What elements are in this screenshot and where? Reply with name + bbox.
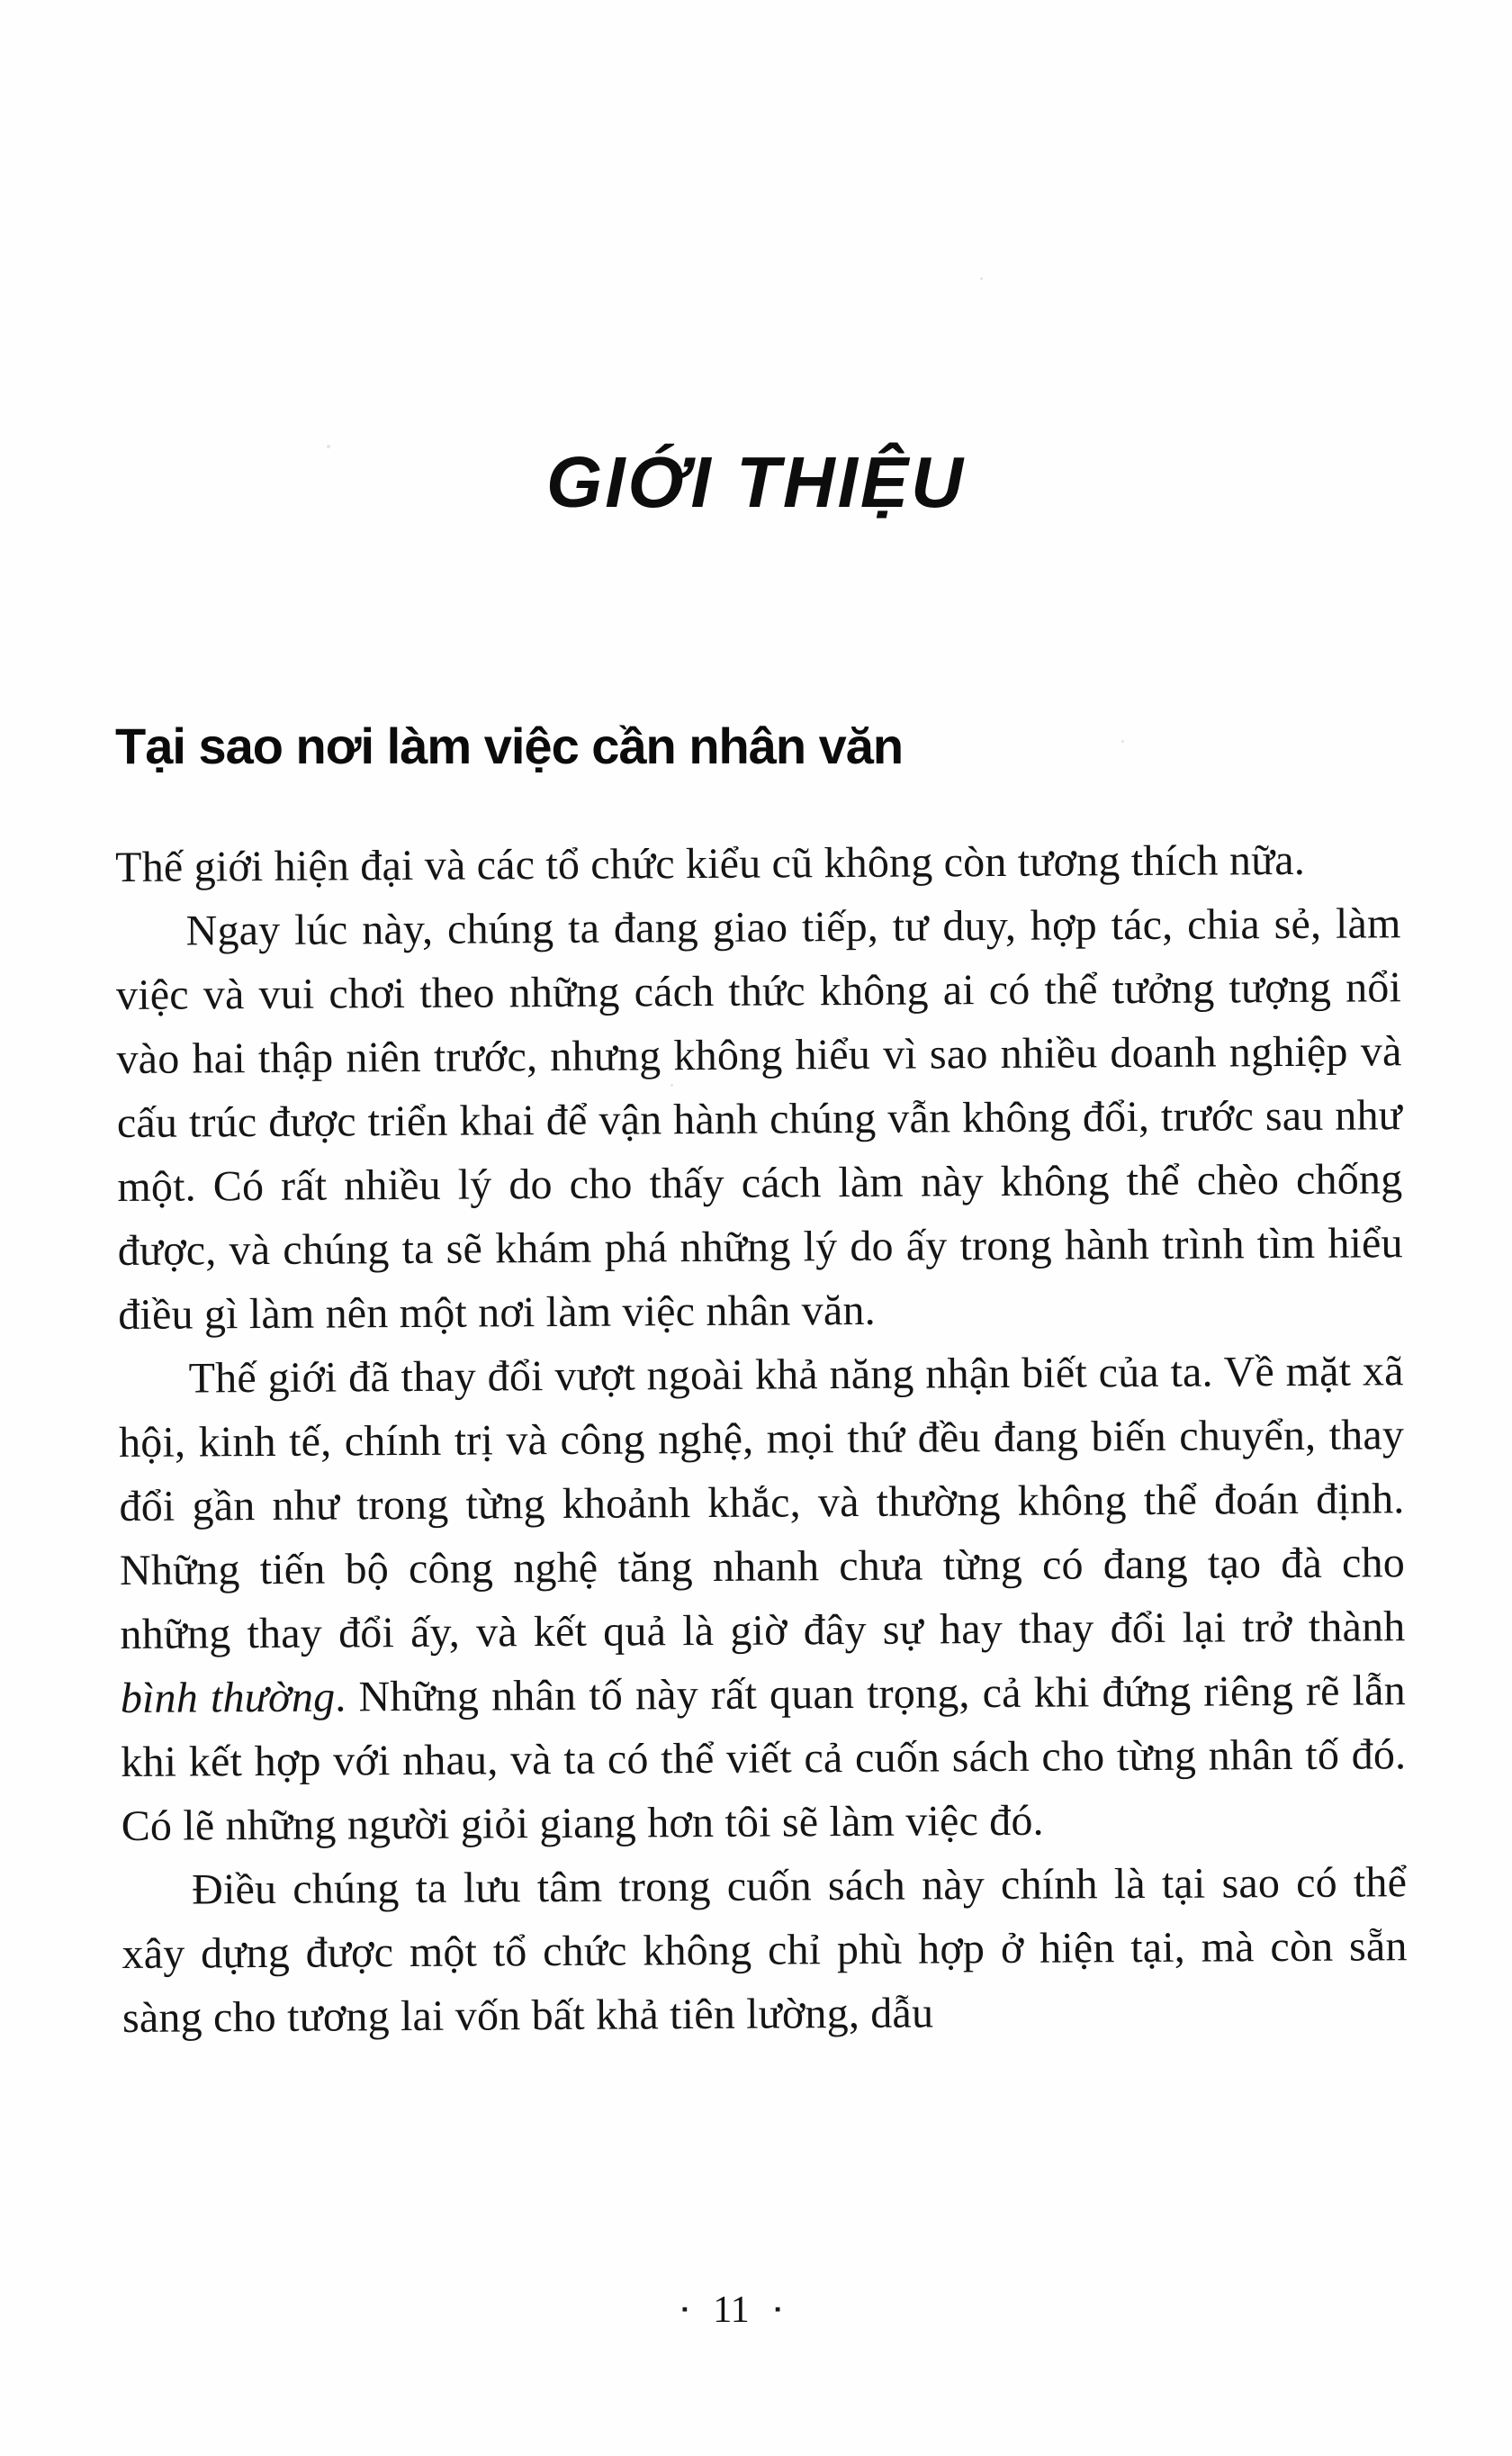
section-heading: Tại sao nơi làm việc cần nhân văn [115, 718, 904, 774]
page-number: 11 [713, 2289, 750, 2331]
text-segment: Điều chúng ta lưu tâm trong cuốn sách này chính là tại sao có thể xây dựng được một tổ chức không chỉ phù hợp ở hiện tại, mà còn sẵn sàng cho tương lai vốn bất khả tiên lường, dẫu [122, 1858, 1408, 2042]
chapter-title: GIỚI THIỆU [546, 442, 966, 522]
footer-marker-right: ▪ [774, 2300, 781, 2319]
scan-speck [980, 277, 983, 280]
body-text [115, 827, 1408, 2050]
paragraph [118, 1339, 1406, 1858]
text-segment: Thế giới hiện đại và các tổ chức kiểu cũ không còn tương thích nữa. [115, 835, 1306, 891]
text-segment: Ngay lúc này, chúng ta đang giao tiếp, tư duy, hợp tác, chia sẻ, làm việc và vui chơi theo những cách thức không ai có thể tưởng tượng nổi vào hai thập niên trước, nhưng không hiểu vì sao nhiều doanh nghiệp và cấu trúc được triển khai để vận hành chúng vẫn không đổi, trước sau như một. Có rất nhiều lý do cho thấy cách làm này không thể chèo chống được, và chúng ta sẽ khám phá những lý do ấy trong hành trình tìm hiểu điều gì làm nên một nơi làm việc nhân văn. [115, 899, 1403, 1339]
paragraph [122, 1850, 1408, 2050]
scan-speck [327, 445, 330, 448]
italic-phrase: bình thường [120, 1673, 336, 1722]
footer-marker-left: ▪ [681, 2300, 688, 2319]
page-footer [0, 2291, 1462, 2329]
paragraph [115, 827, 1400, 899]
text-segment: . Những nhân tố này rất quan trọng, cả khi đứng riêng rẽ lẫn khi kết hợp với nhau, và ta có thể viết cả cuốn sách cho từng nhân tố đó. Có lẽ những người giỏi giang hơn tôi sẽ làm việc đó. [121, 1666, 1407, 1850]
paragraph [115, 891, 1403, 1347]
scan-speck [670, 1084, 673, 1087]
scan-speck [1121, 740, 1124, 743]
text-segment: Thế giới đã thay đổi vượt ngoài khả năng nhận biết của ta. Về mặt xã hội, kinh tế, chính trị và công nghệ, mọi thứ đều đang biến chuyển, thay đổi gần như trong từng khoảnh khắc, và thường không thể đoán định. Những tiến bộ công nghệ tăng nhanh chưa từng có đang tạo đà cho những thay đổi ấy, và kết quả là giờ đây sự hay thay đổi lại trở thành [118, 1347, 1406, 1658]
